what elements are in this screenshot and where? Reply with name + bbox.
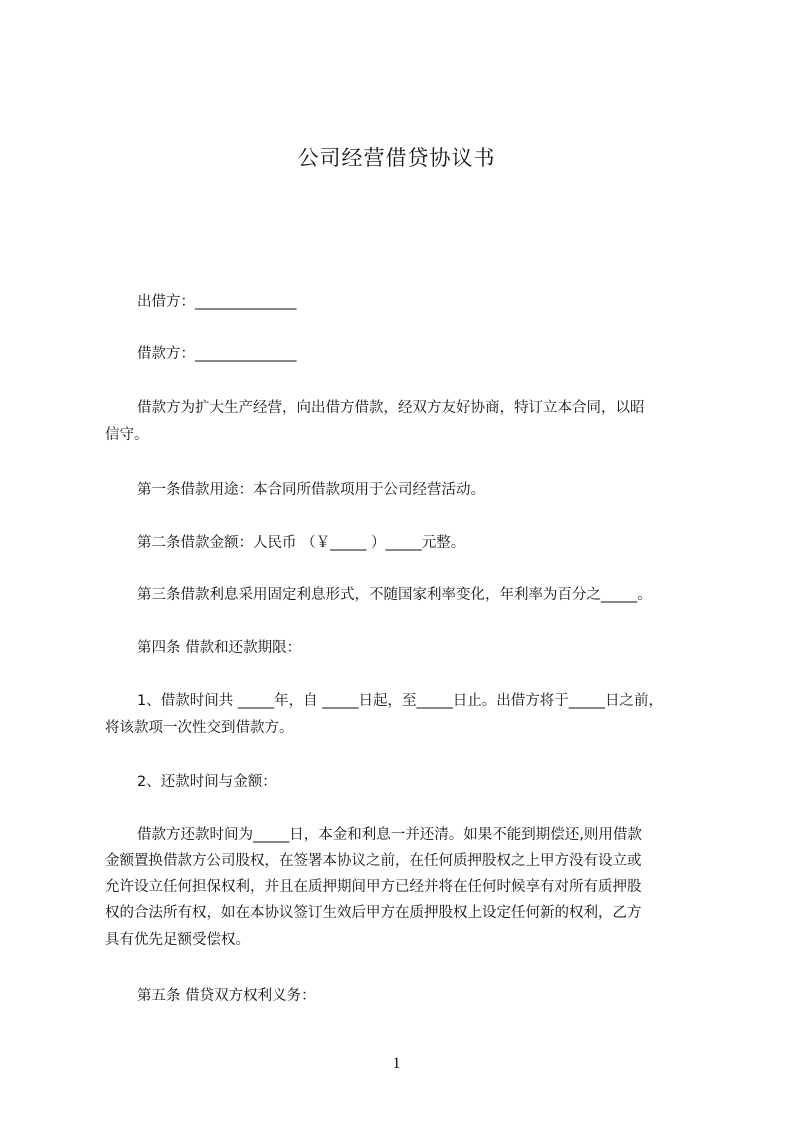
article-4: 第四条 借款和还款期限： [137,640,302,656]
document-title: 公司经营借贷协议书 [297,146,496,170]
repay-line-3: 允许设立任何担保权利，并且在质押期间甲方已经并将在任何时候享有对所有质押股 [105,879,642,895]
article-2: 第二条借款金额：人民币 （￥_____ ）_____元整。 [137,535,466,551]
article-1: 第一条借款用途：本合同所借款项用于公司经营活动。 [137,482,485,498]
repay-line-2: 金额置换借款方公司股权，在签署本协议之前，在任何质押股权之上甲方没有设立或 [105,853,642,869]
repay-line-4: 权的合法所有权，如在本协议签订生效后甲方在质押股权上设定任何新的权利，乙方 [105,905,642,921]
page-number: 1 [392,1055,401,1072]
item-1-line-1: 1、借款时间共 _____年，自 _____日起，至_____日止。出借方将于_____日之前， [137,693,663,709]
item-1-line-2: 将该款项一次性交到借款方。 [105,720,294,736]
lender-line: 出借方：______________ [137,294,297,310]
intro-line-2: 信守。 [105,427,149,443]
borrower-line: 借款方：______________ [137,346,297,362]
repay-line-1: 借款方还款时间为_____日，本金和利息一并还清。如果不能到期偿还,则用借款 [137,827,642,843]
article-3: 第三条借款利息采用固定利息形式，不随国家利率变化，年利率为百分之_____。 [137,587,652,603]
intro-line-1: 借款方为扩大生产经营，向出借方借款，经双方友好协商，特订立本合同，以昭 [137,400,645,416]
item-2: 2、还款时间与金额： [137,774,277,790]
article-5: 第五条 借贷双方权利义务： [137,988,316,1004]
repay-line-5: 具有优先足额受偿权。 [105,932,250,948]
